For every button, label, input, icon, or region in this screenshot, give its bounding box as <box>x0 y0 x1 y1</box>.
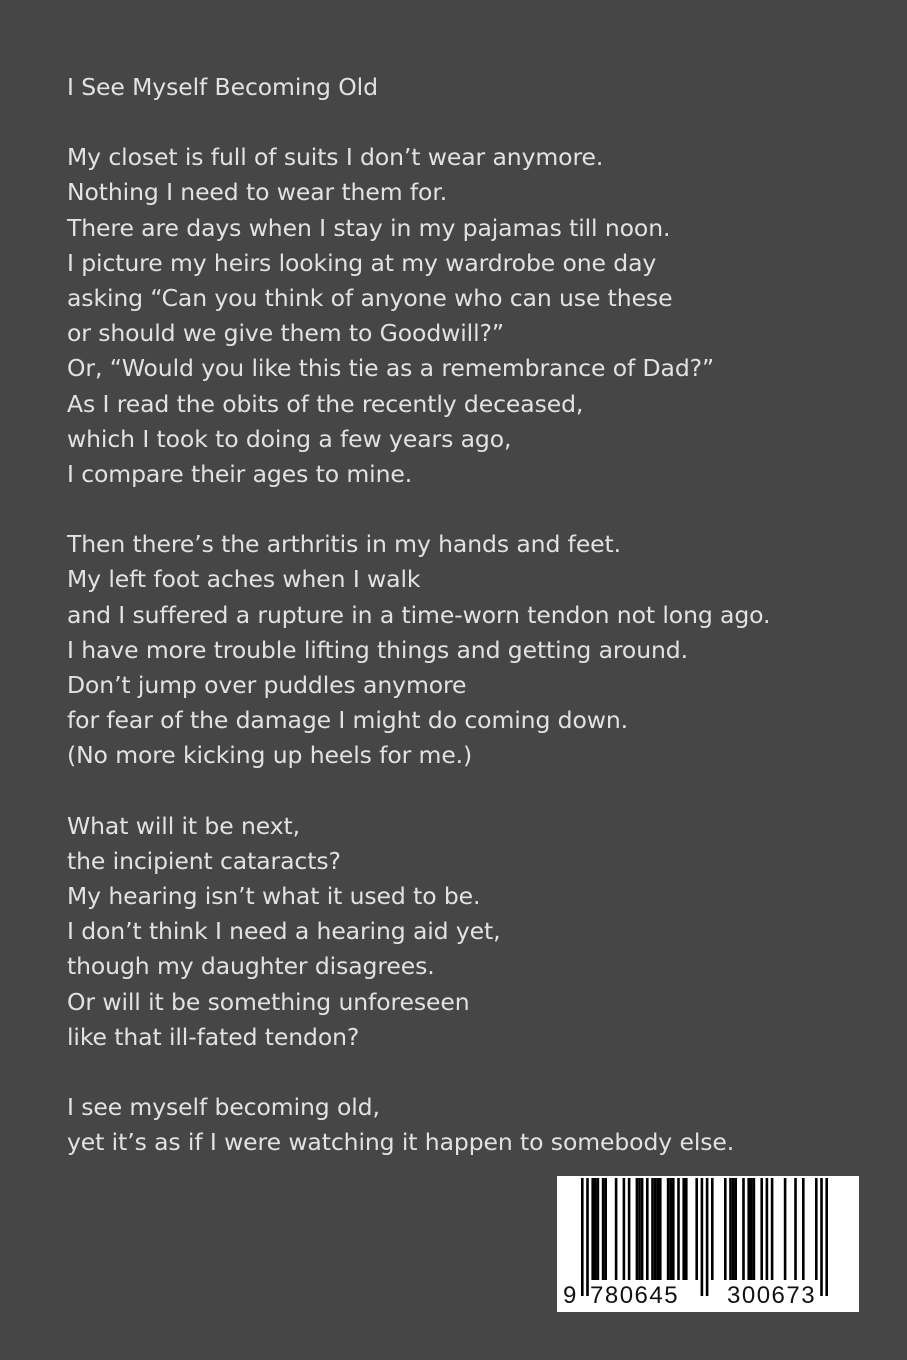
barcode-bar <box>732 1178 735 1280</box>
barcode-bar <box>750 1178 753 1280</box>
stanza-2 <box>67 527 887 773</box>
barcode-bar <box>669 1178 672 1280</box>
barcode-bar <box>656 1178 659 1280</box>
barcode-bar <box>646 1178 649 1280</box>
poem-line: My closet is full of suits I don’t wear anymore. <box>67 143 604 172</box>
barcode-lead-digit: 9 <box>563 1282 577 1309</box>
barcode-bar <box>641 1178 644 1280</box>
poem-line: I don’t think I need a hearing aid yet, <box>67 917 501 946</box>
poem-line: or should we give them to Goodwill?” <box>67 319 504 348</box>
barcode-bar <box>597 1178 600 1280</box>
stanza-1 <box>67 140 887 492</box>
barcode-bar <box>628 1178 631 1280</box>
barcode-digits <box>557 1278 859 1312</box>
barcode-bar <box>659 1178 662 1280</box>
barcode-bar <box>615 1178 618 1280</box>
barcode-bar <box>695 1178 698 1280</box>
barcode-bar <box>784 1178 787 1280</box>
poem-line: Or will it be something unforeseen <box>67 987 470 1016</box>
poem-line: like that ill-fated tendon? <box>67 1022 360 1051</box>
poem-line: I picture my heirs looking at my wardrobe one day <box>67 248 657 277</box>
poem-line: Don’t jump over puddles anymore <box>67 671 467 700</box>
barcode-bar <box>742 1178 745 1280</box>
stanza-3 <box>67 809 887 1055</box>
barcode-bar <box>638 1178 641 1280</box>
barcode-bar <box>623 1178 626 1280</box>
poem-line: asking “Can you think of anyone who can use these <box>67 284 673 313</box>
stanza-4 <box>67 1090 887 1160</box>
poem-line: What will it be next, <box>67 811 300 840</box>
poem-line: I have more trouble lifting things and getting around. <box>67 635 688 664</box>
barcode-bar <box>594 1178 597 1280</box>
poem-line: (No more kicking up heels for me.) <box>67 741 473 770</box>
barcode-bar <box>747 1178 750 1280</box>
barcode-bar <box>602 1178 605 1280</box>
poem-line: My left foot aches when I walk <box>67 565 421 594</box>
poem-line: though my daughter disagrees. <box>67 952 435 981</box>
barcode-bar <box>771 1178 774 1280</box>
poem-line: yet it’s as if I were watching it happen to somebody else. <box>67 1128 735 1157</box>
poem-line: I compare their ages to mine. <box>67 460 413 489</box>
barcode-bar <box>794 1178 797 1280</box>
barcode-right-group: 300673 <box>727 1282 817 1309</box>
poem-line: I see myself becoming old, <box>67 1093 380 1122</box>
poem-title: I See Myself Becoming Old <box>67 73 378 101</box>
poem-line: which I took to doing a few years ago, <box>67 424 512 453</box>
barcode-bar <box>734 1178 737 1280</box>
barcode-bar <box>760 1178 763 1280</box>
barcode-bar <box>766 1178 769 1280</box>
barcode-bar <box>682 1178 685 1280</box>
barcode-bar <box>654 1178 657 1280</box>
barcode-bar <box>724 1178 727 1280</box>
poem-line: the incipient cataracts? <box>67 846 341 875</box>
barcode-bar <box>591 1178 594 1280</box>
barcode-bar <box>802 1178 805 1280</box>
barcode-bar <box>672 1178 675 1280</box>
barcode-bar <box>685 1178 688 1280</box>
poem-line: There are days when I stay in my pajamas till noon. <box>67 213 671 242</box>
barcode-left-group: 780645 <box>590 1282 680 1309</box>
barcode-bar <box>667 1178 670 1280</box>
poem-line: for fear of the damage I might do coming down. <box>67 706 629 735</box>
barcode-bar <box>677 1178 680 1280</box>
barcode-bar <box>815 1178 818 1280</box>
barcode-bar <box>636 1178 639 1280</box>
poem-line: As I read the obits of the recently deceased, <box>67 389 584 418</box>
poem-line: My hearing isn’t what it used to be. <box>67 882 481 911</box>
poem-line: Or, “Would you like this tie as a remembrance of Dad?” <box>67 354 715 383</box>
poem <box>67 70 887 1195</box>
barcode-bar <box>651 1178 654 1280</box>
poem-line: Nothing I need to wear them for. <box>67 178 448 207</box>
barcode-bar <box>604 1178 607 1280</box>
poem-line: and I suffered a rupture in a time-worn tendon not long ago. <box>67 600 771 629</box>
isbn-barcode <box>557 1176 859 1312</box>
poem-line: Then there’s the arthritis in my hands and feet. <box>67 530 622 559</box>
barcode-bar <box>711 1178 714 1280</box>
barcode-bar <box>753 1178 756 1280</box>
barcode-bar <box>729 1178 732 1280</box>
